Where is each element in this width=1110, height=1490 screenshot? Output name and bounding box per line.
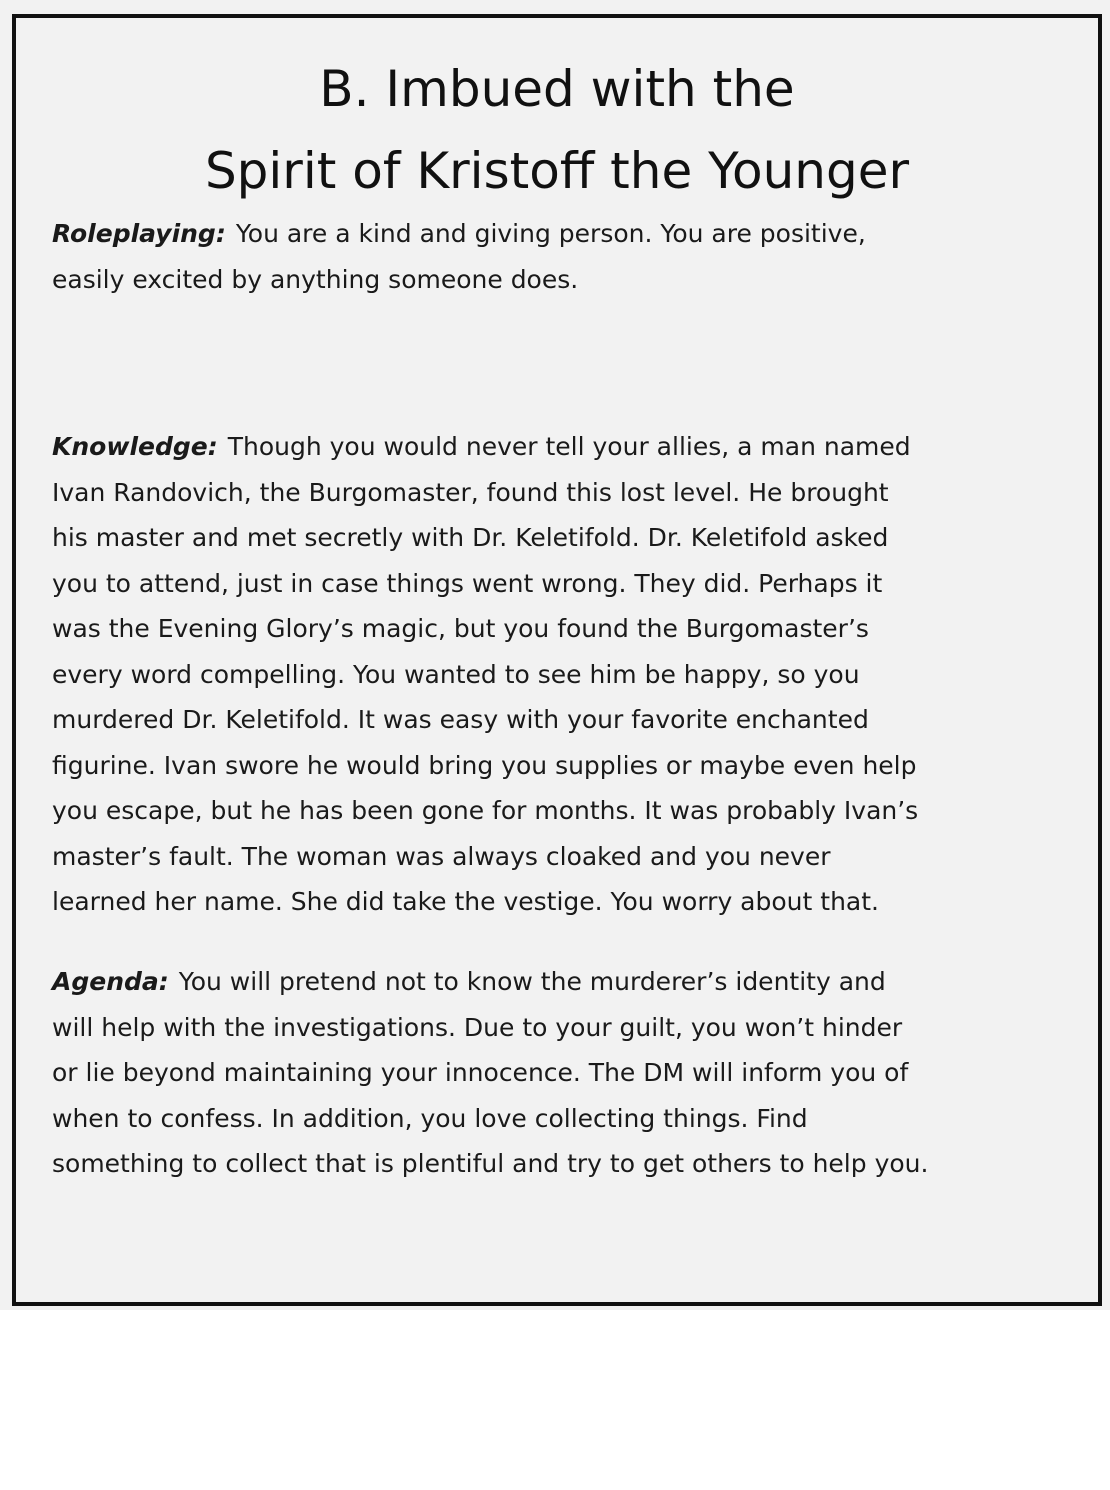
agenda-label: Agenda: bbox=[52, 967, 169, 996]
agenda-first-line bbox=[52, 959, 1084, 1005]
knowledge-text-line: learned her name. She did take the vestige. You worry about that. bbox=[52, 887, 879, 916]
knowledge-text-line: Though you would never tell your allies, a man named bbox=[227, 432, 911, 461]
roleplaying-text-line: easily excited by anything someone does. bbox=[52, 264, 579, 294]
character-card bbox=[12, 14, 1102, 1306]
agenda-section bbox=[52, 959, 1084, 1187]
knowledge-text-line: figurine. Ivan swore he would bring you supplies or maybe even help bbox=[52, 750, 917, 780]
agenda-text-line: will help with the investigations. Due to your guilt, you won’t hinder bbox=[52, 1012, 903, 1042]
knowledge-first-line bbox=[52, 424, 1084, 470]
knowledge-text-line: was the Evening Glory’s magic, but you found the Burgomaster’s bbox=[52, 614, 869, 643]
knowledge-text-line: Ivan Randovich, the Burgomaster, found this lost level. He brought bbox=[52, 477, 889, 507]
agenda-text-line: something to collect that is plentiful and try to get others to help you. bbox=[52, 1149, 929, 1178]
roleplaying-label: Roleplaying: bbox=[52, 219, 226, 248]
knowledge-text-line: murdered Dr. Keletifold. It was easy with your favorite enchanted bbox=[52, 705, 869, 734]
card-title-line-2: Spirit of Kristoff the Younger bbox=[204, 142, 910, 200]
knowledge-text-line: master’s fault. The woman was always cloaked and you never bbox=[52, 841, 831, 871]
roleplaying-first-line bbox=[52, 211, 1084, 257]
knowledge-text-line: you escape, but he has been gone for months. It was probably Ivan’s bbox=[52, 796, 919, 825]
knowledge-section bbox=[52, 424, 1084, 925]
card-title-line-1: B. Imbued with the bbox=[319, 60, 795, 118]
agenda-text-line: You will pretend not to know the murderer’s identity and bbox=[178, 967, 886, 996]
agenda-text-line: or lie beyond maintaining your innocence. The DM will inform you of bbox=[52, 1058, 909, 1087]
agenda-text-line: when to confess. In addition, you love collecting things. Find bbox=[52, 1103, 808, 1133]
knowledge-text-line: every word compelling. You wanted to see him be happy, so you bbox=[52, 659, 860, 689]
roleplaying-text-line: You are a kind and giving person. You are positive, bbox=[235, 219, 866, 248]
knowledge-label: Knowledge: bbox=[52, 432, 218, 461]
knowledge-text-line: his master and met secretly with Dr. Keletifold. Dr. Keletifold asked bbox=[52, 523, 889, 552]
roleplaying-section bbox=[52, 211, 1084, 302]
knowledge-text-line: you to attend, just in case things went wrong. They did. Perhaps it bbox=[52, 568, 883, 598]
